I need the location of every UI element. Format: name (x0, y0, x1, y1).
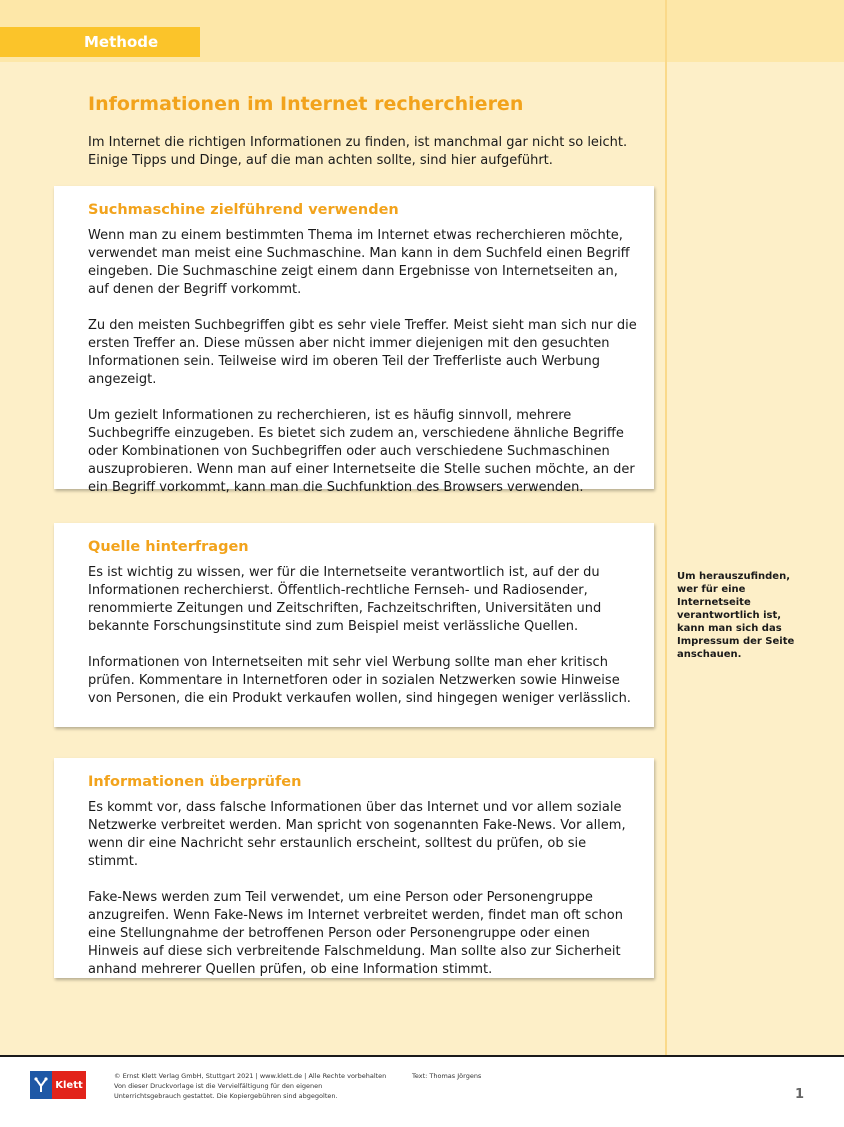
klett-logo (30, 1071, 86, 1099)
copyright-line: © Ernst Klett Verlag GmbH, Stuttgart 2021 | www.klett.de | Alle Rechte vorbehalten (114, 1072, 387, 1080)
margin-note: Um herauszufinden, wer für eine Internetseite verantwortlich ist, kann man sich das Impressum der Seite anschauen. (677, 571, 795, 660)
permission-line: Von dieser Druckvorlage ist die Vervielfältigung für den eigenen (114, 1082, 323, 1090)
klett-logo-icon (30, 1071, 52, 1099)
section-card-verify (54, 758, 654, 978)
section-heading: Quelle hinterfragen (88, 539, 249, 555)
section-paragraph: Um gezielt Informationen zu recherchieren, ist es häufig sinnvoll, mehrere Suchbegriffe einzugeben. Es bietet sich zudem an, verschiedene ähnliche Begriffe oder Kombinationen von Suchbegriffen oder auch verschiedene Suchmaschinen auszuprobieren. Wenn man auf einer Internetseite die Stelle suchen möchte, an der ein Begriff vorkommt, kann man die Suchfunktion des Browsers verwenden. (88, 408, 635, 495)
methode-label: Methode (84, 33, 159, 51)
footer-author: Text: Thomas Jörgens (412, 1072, 482, 1080)
section-paragraph: Wenn man zu einem bestimmten Thema im Internet etwas recherchieren möchte, verwendet man meist eine Suchmaschine. Man kann in dem Suchfeld einen Begriff eingeben. Die Suchmaschine zeigt einem dann Ergebnisse von Internetseiten an, auf denen der Begriff vorkommt. (88, 228, 630, 297)
section-paragraph: Es kommt vor, dass falsche Informationen über das Internet und vor allem soziale Netzwerke verbreitet werden. Man spricht von sogenannten Fake-News. Vor allem, wenn dir eine Nachricht sehr erstaunlich erscheint, solltest du prüfen, ob sie stimmt. (88, 800, 626, 869)
section-paragraph: Zu den meisten Suchbegriffen gibt es sehr viele Treffer. Meist sieht man sich nur die ersten Treffer an. Diese müssen aber nicht immer diejenigen mit den gesuchten Informationen sein. Teilweise wird im oberen Teil der Trefferliste auch Werbung angezeigt. (88, 318, 637, 387)
section-paragraph: Informationen von Internetseiten mit sehr viel Werbung sollte man eher kritisch prüfen. Kommentare in Internetforen oder in sozialen Netzwerken sowie Hinweise von Personen, die ein Produkt verkaufen wollen, sind hingegen weniger verlässlich. (88, 655, 631, 706)
klett-logo-text: Klett (52, 1071, 86, 1099)
section-heading: Suchmaschine zielführend verwenden (88, 202, 399, 218)
section-paragraph: Es ist wichtig zu wissen, wer für die Internetseite verantwortlich ist, auf der du Informationen recherchierst. Öffentlich-rechtliche Fernseh- und Radiosender, renommierte Zeitungen und Zeitschriften, Fachzeitschriften, Universitäten und bekannte Forschungsinstitute sind zum Beispiel meist verlässliche Quellen. (88, 565, 602, 634)
margin-column-divider (665, 0, 667, 1055)
page-number: 1 (795, 1087, 805, 1102)
section-card-search-engine (54, 186, 654, 495)
section-heading: Informationen überprüfen (88, 774, 302, 790)
permission-line: Unterrichtsgebrauch gestattet. Die Kopiergebühren sind abgegolten. (114, 1092, 338, 1100)
footer-divider (0, 1055, 844, 1057)
section-paragraph: Fake-News werden zum Teil verwendet, um eine Person oder Personengruppe anzugreifen. Wenn Fake-News im Internet verbreitet werden, findet man oft schon eine Stellungnahme der betroffenen Person oder Personengruppe oder einen Hinweis auf diese sich verbreitende Falschmeldung. Man sollte also zur Sicherheit anhand mehrerer Quellen prüfen, ob eine Information stimmt. (88, 890, 623, 977)
page-title: Informationen im Internet recherchieren (88, 93, 524, 115)
footer-copyright (114, 1071, 414, 1101)
section-card-source (54, 523, 654, 727)
intro-text: Im Internet die richtigen Informationen zu finden, ist manchmal gar nicht so leicht. Einige Tipps und Dinge, auf die man achten sollte, sind hier aufgeführt. (88, 135, 628, 168)
